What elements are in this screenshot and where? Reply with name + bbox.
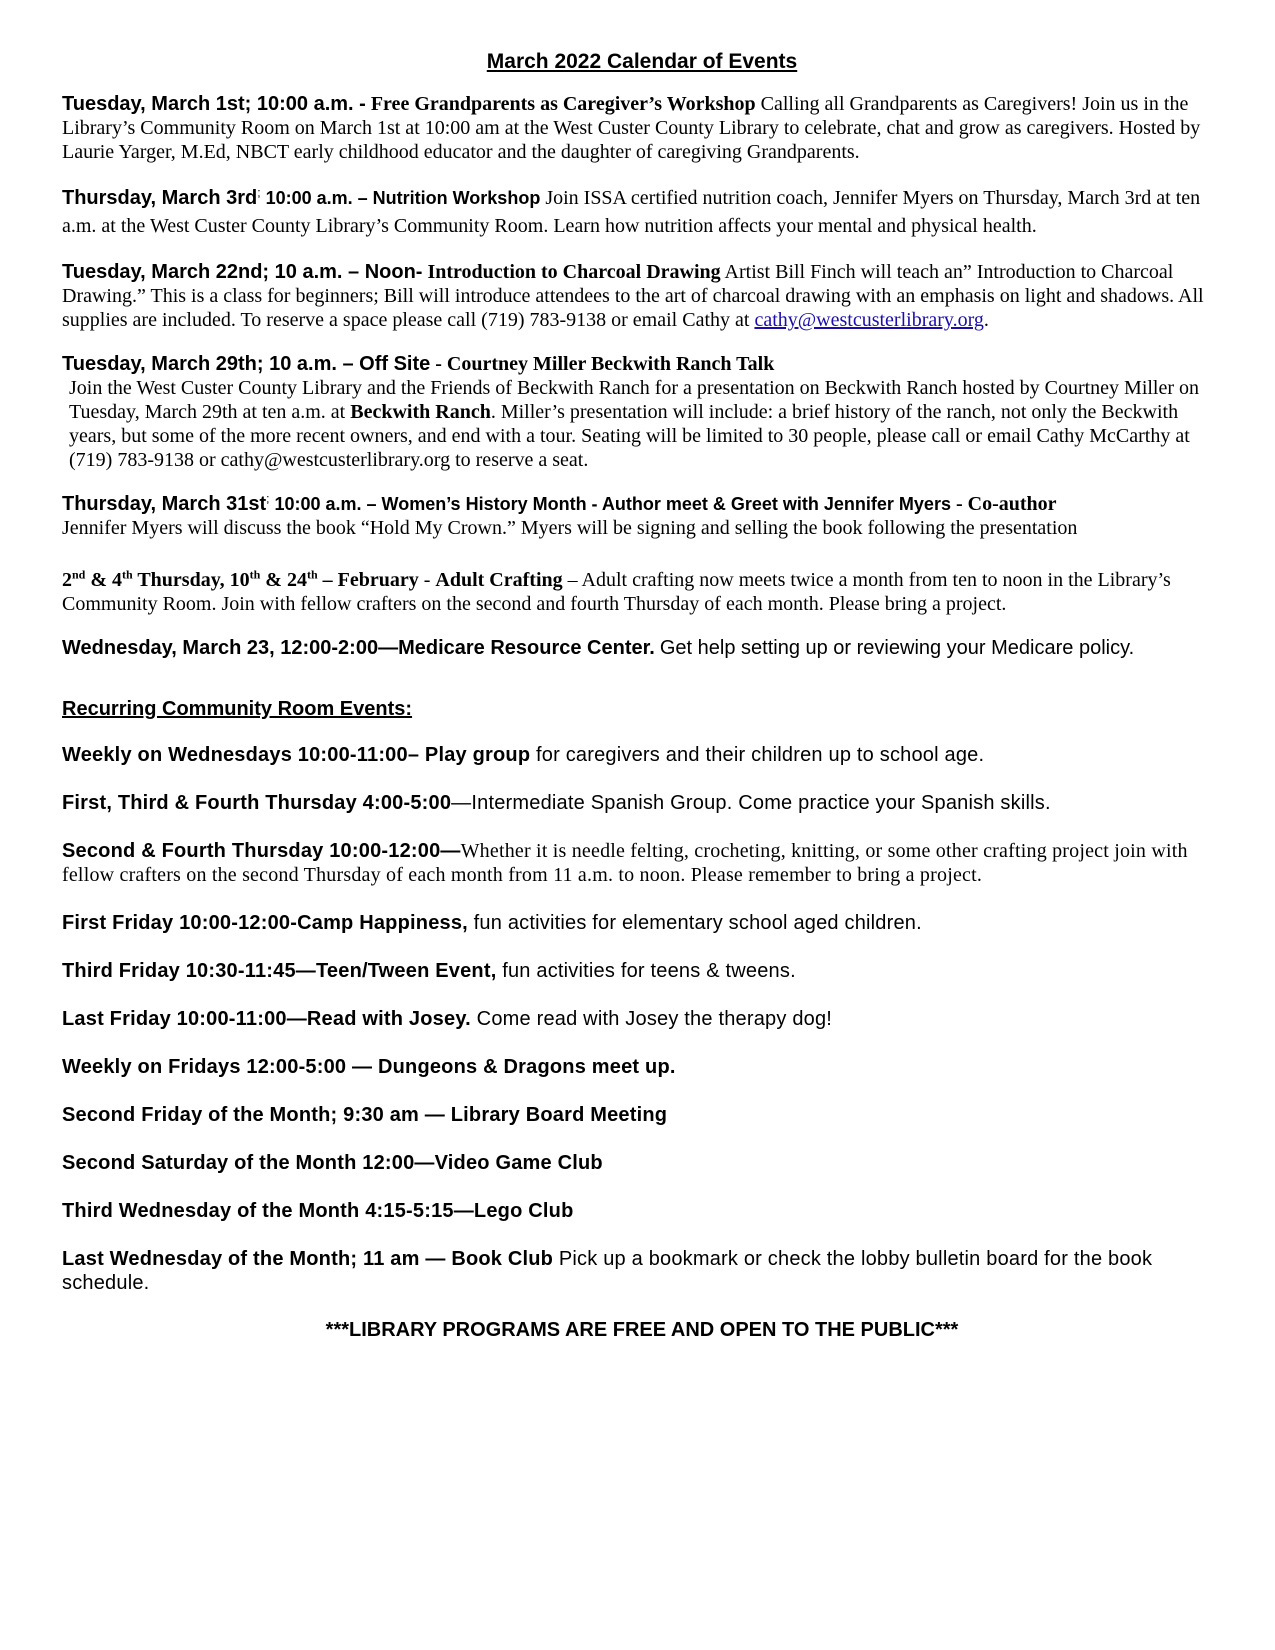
event-description: – Adult crafting now meets twice a month from ten to noon in the Library’s Community Room. Join with fellow crafters on the second and fourth Thursday of each month. Please bring a project. — [62, 569, 1171, 615]
recurring-event-description: Pick up a bookmark or check the lobby bulletin board for the book schedule. — [62, 1248, 1153, 1294]
event-date: Tuesday, March 1st; 10:00 a.m. - — [62, 93, 366, 115]
event-title: Adult Crafting — [435, 569, 563, 591]
event-grandparents-workshop — [62, 92, 1222, 164]
recurring-event-description: Whether it is needle felting, crocheting, knitting, or some other crafting project join with fellow crafters on the second Thursday of each month from 11 a.m. to noon. Please remember to bring a project. — [62, 840, 1188, 886]
recurring-event-title: Last Friday 10:00-11:00—Read with Josey. — [62, 1008, 471, 1030]
event-nutrition-workshop: Thursday, March 3rd; 10:00 a.m. – Nutrition Workshop Join ISSA certified nutrition coach, Jennifer Myers on Thursday, March 3rd at ten a.m. at the West Custer County Library’s Community Room. Learn how nutrition affects your mental and physical health. — [62, 185, 1201, 237]
recurring-event — [62, 791, 1222, 815]
event-charcoal-drawing — [62, 260, 1222, 332]
recurring-event-title: Second Saturday of the Month 12:00—Video Game Club — [62, 1152, 603, 1174]
event-description: Get help setting up or reviewing your Medicare policy. — [659, 637, 1135, 659]
event-title: Free Grandparents as Caregiver’s Workshop — [370, 93, 756, 115]
event-medicare — [62, 636, 1222, 660]
event-adult-crafting — [62, 568, 1222, 616]
event-description-part: . Miller’s presentation will include: a brief history of the ranch, not only the Beckwith years, but some of the more recent owners, and end with a tour. Seating will be limited to 30 people, please call or email Cathy McCarthy at (719) 783-9138 or cathy@westcusterlibrary.org to reserve a seat. — [69, 401, 1190, 471]
calendar-page — [62, 48, 1222, 1342]
recurring-event-title: Third Friday 10:30-11:45—Teen/Tween Event, — [62, 960, 497, 982]
footer-notice: ***LIBRARY PROGRAMS ARE FREE AND OPEN TO THE PUBLIC*** — [325, 1319, 959, 1341]
recurring-event — [62, 911, 1222, 935]
event-description: Join ISSA certified nutrition coach, Jennifer Myers on Thursday, March 3rd at ten a.m. at the West Custer County Library’s Community Room. Learn how nutrition affects your mental and physical health. — [62, 187, 1201, 237]
event-description-part: Join the West Custer County Library and the Friends of Beckwith Ranch for a presentation on Beckwith Ranch hosted by Courtney Miller on Tuesday, March 29th at ten a.m. at — [69, 377, 1200, 423]
recurring-event — [62, 1199, 1222, 1223]
event-date: Thursday, March 31st — [62, 493, 267, 515]
recurring-events-heading: Recurring Community Room Events: — [62, 698, 413, 720]
event-author-meet-greet: Thursday, March 31st; 10:00 a.m. – Women’s History Month - Author meet & Greet with Jennifer Myers - Co-author Jennifer Myers will discuss the book “Hold My Crown.” Myers will be signing and selling the book following the presentation — [62, 491, 1078, 539]
recurring-event-title: Last Wednesday of the Month; 11 am — Book Club — [62, 1248, 554, 1270]
event-description — [62, 376, 1222, 472]
event-location: Beckwith Ranch — [350, 401, 491, 423]
recurring-event-title: First, Third & Fourth Thursday 4:00-5:00 — [62, 792, 452, 814]
event-date: 2nd & 4th Thursday, 10th & 24th – February — [62, 567, 419, 591]
recurring-event-title: Weekly on Wednesdays 10:00-11:00– Play group — [62, 744, 531, 766]
recurring-event-title: Weekly on Fridays 12:00-5:00 — Dungeons & Dragons meet up. — [62, 1056, 676, 1078]
separator: - — [418, 569, 436, 591]
event-title: Introduction to Charcoal Drawing — [427, 261, 721, 283]
recurring-event-description: fun activities for elementary school aged children. — [467, 912, 922, 934]
email-link[interactable]: cathy@westcusterlibrary.org — [754, 309, 984, 331]
event-description: Calling all Grandparents as Caregivers! Join us in the Library’s Community Room on March 1st at 10:00 am at the West Custer County Library to celebrate, chat and grow as caregivers. Hosted by Laurie Yarger, M.Ed, NBCT early childhood educator and the daughter of caregiving Grandparents. — [62, 93, 1201, 163]
event-title: - Courtney Miller Beckwith Ranch Talk — [435, 353, 775, 375]
recurring-event-title: First Friday 10:00-12:00-Camp Happiness, — [62, 912, 468, 934]
recurring-event — [62, 839, 1222, 887]
event-title: Wednesday, March 23, 12:00-2:00—Medicare Resource Center. — [62, 637, 655, 659]
recurring-event-title: Third Wednesday of the Month 4:15-5:15—Lego Club — [62, 1200, 574, 1222]
recurring-event — [62, 1103, 1222, 1127]
event-date: Tuesday, March 22nd; 10 a.m. – Noon- — [62, 261, 423, 283]
recurring-event — [62, 1055, 1222, 1079]
recurring-event-description: fun activities for teens & tweens. — [496, 960, 796, 982]
event-time: 10:00 a.m. – — [265, 188, 368, 208]
punctuation: . — [983, 309, 989, 331]
event-beckwith-ranch-talk — [62, 352, 1222, 472]
event-description: Jennifer Myers will discuss the book “Hold My Crown.” Myers will be signing and selling the book following the presentation — [62, 517, 1078, 539]
recurring-event — [62, 1247, 1222, 1295]
recurring-event-description: —Intermediate Spanish Group. Come practice your Spanish skills. — [451, 792, 1051, 814]
event-title: Nutrition Workshop — [372, 188, 541, 208]
event-title: 10:00 a.m. – Women’s History Month - Author meet & Greet with Jennifer Myers — [274, 494, 951, 514]
recurring-event — [62, 743, 1222, 767]
recurring-event — [62, 959, 1222, 983]
event-title-suffix: - Co-author — [955, 493, 1057, 515]
recurring-event — [62, 1007, 1222, 1031]
recurring-event — [62, 1151, 1222, 1175]
recurring-event-description: for caregivers and their children up to school age. — [530, 744, 985, 766]
recurring-event-title: Second Friday of the Month; 9:30 am — Library Board Meeting — [62, 1104, 668, 1126]
event-date: Tuesday, March 29th; 10 a.m. – Off Site — [62, 353, 431, 375]
page-title: March 2022 Calendar of Events — [486, 50, 798, 73]
event-date: Thursday, March 3rd — [62, 187, 258, 209]
recurring-event-title: Second & Fourth Thursday 10:00-12:00— — [62, 840, 461, 862]
event-description: Artist Bill Finch will teach an” Introduction to Charcoal Drawing.” This is a class for beginners; Bill will introduce attendees to the art of charcoal drawing with an emphasis on light and shadows. All supplies are included. To reserve a space please call (719) 783-9138 or email Cathy at — [62, 261, 1204, 331]
recurring-event-description: Come read with Josey the therapy dog! — [470, 1008, 833, 1030]
